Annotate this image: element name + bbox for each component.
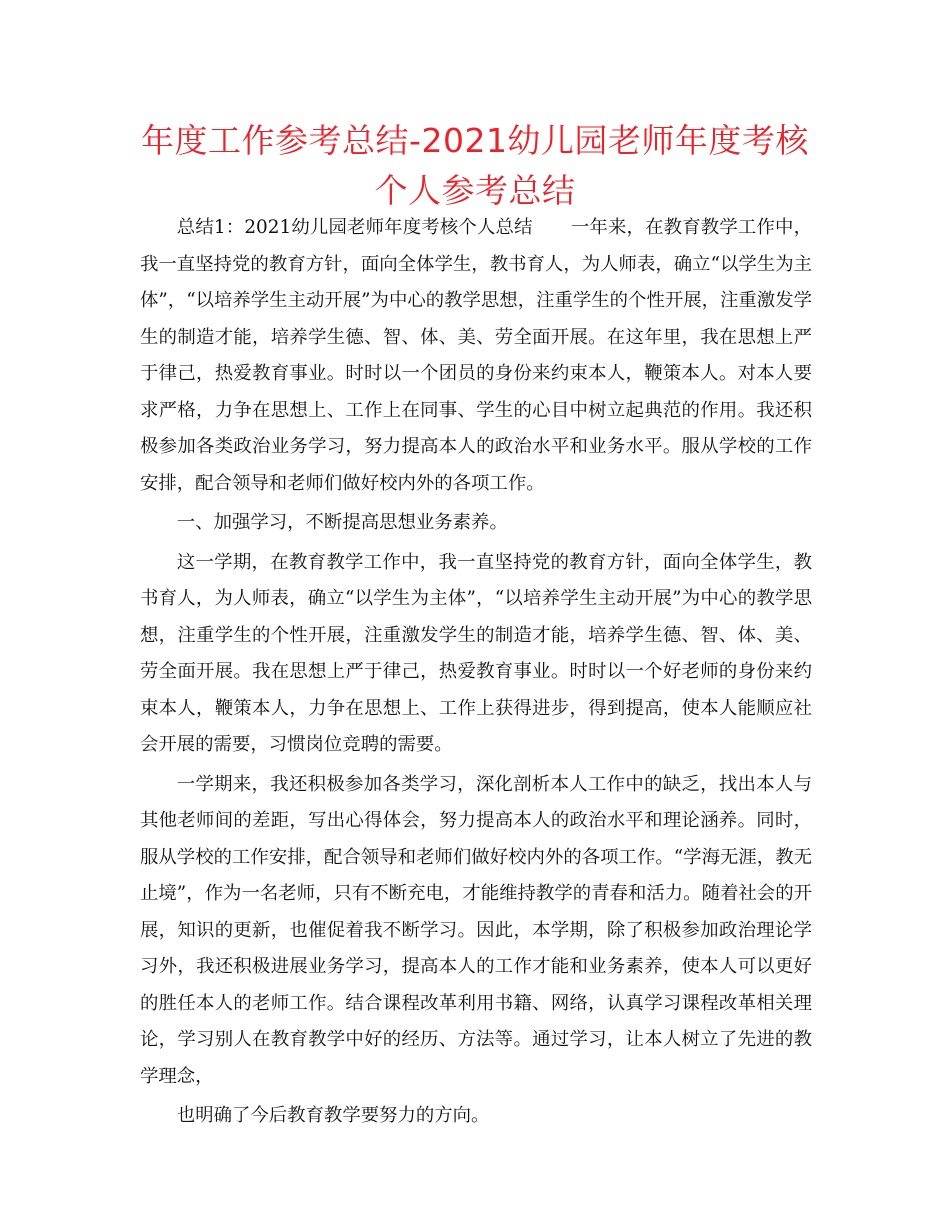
body-paragraph: 这一学期，在教育教学工作中，我一直坚持党的教育方针，面向全体学生，教书育人，为人师表，确立“以学生为主体”，“以培养学生主动开展”为中心的教学思想，注重学生的个性开展，注重激发学生的制造才能，培养学生德、智、体、美、劳全面开展。我在思想上严于律己，热爱教育事业。时时以一个好老师的身份来约束本人，鞭策本人，力争在思想上、工作上获得进步，得到提高，使本人能顺应社会开展的需要，习惯岗位竞聘的需要。 <box>140 551 812 755</box>
body-paragraph: 也明确了今后教育教学要努力的方向。 <box>176 1105 490 1126</box>
intro-label: 总结1：2021幼儿园老师年度考核个人总结 <box>176 217 533 238</box>
document-title: 年度工作参考总结-2021幼儿园老师年度考核个人参考总结 <box>141 121 809 210</box>
document-body <box>140 210 812 1135</box>
section-heading: 一、加强学习，不断提高思想业务素养。 <box>176 512 508 533</box>
body-paragraph: 一学期来，我还积极参加各类学习，深化剖析本人工作中的缺乏，找出本人与其他老师间的差距，写出心得体会，努力提高本人的政治水平和理论涵养。同时，服从学校的工作安排，配合领导和老师们做好校内外的各项工作。“学海无涯，教无止境”，作为一名老师，只有不断充电，才能维持教学的青春和活力。随着社会的开展，知识的更新，也催促着我不断学习。因此，本学期，除了积极参加政治理论学习外，我还积极进展业务学习，提高本人的工作才能和业务素养，使本人可以更好的胜任本人的老师工作。结合课程改革利用书籍、网络，认真学习课程改革相关理论，学习别人在教育教学中好的经历、方法等。通过学习，让本人树立了先进的教学理念， <box>140 773 812 1087</box>
intro-text: 一年来，在教育教学工作中，我一直坚持党的教育方针，面向全体学生，教书育人，为人师表，确立“以学生为主体”，“以培养学生主动开展”为中心的教学思想，注重学生的个性开展，注重激发学生的制造才能，培养学生德、智、体、美、劳全面开展。在这年里，我在思想上严于律己，热爱教育事业。时时以一个团员的身份来约束本人，鞭策本人。对本人要求严格，力争在思想上、工作上在同事、学生的心目中树立起典范的作用。我还积极参加各类政治业务学习，努力提高本人的政治水平和业务水平。服从学校的工作安排，配合领导和老师们做好校内外的各项工作。 <box>140 217 812 494</box>
intro-paragraph <box>140 210 812 502</box>
